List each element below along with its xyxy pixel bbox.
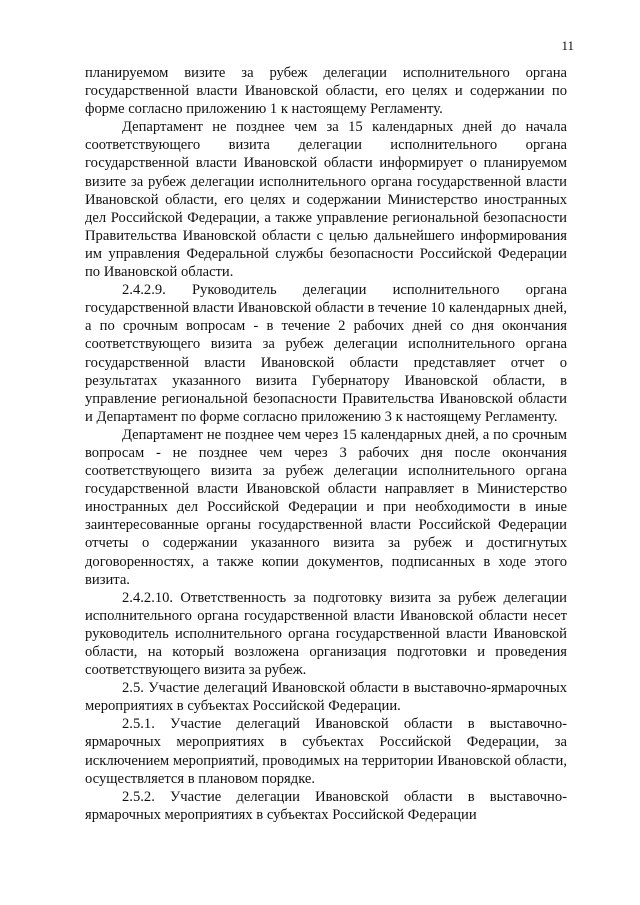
paragraph-continuation: планируемом визите за рубеж делегации исполнительного органа государственной власти Ивановской области, его целях и содержании по форме согласно приложению 1 к настоящему Регламенту.	[85, 65, 567, 118]
page-number: 11	[561, 38, 574, 53]
paragraph-department-notification: Департамент не позднее чем за 15 календарных дней до начала соответствующего визита делегации исполнительного органа государственной власти Ивановской области информирует о планируемом визите за рубеж делегации исполнительного органа государственной власти Ивановской области, его целях и содержании Министерство иностранных дел Российской Федерации, а также управление региональной безопасности Правительства Ивановской области с целью дальнейшего информирования им управления Федеральной службы безопасности Российской Федерации по Ивановской области.	[85, 119, 567, 281]
paragraph-2-4-2-9: 2.4.2.9. Руководитель делегации исполнительного органа государственной власти Ивановской области в течение 10 календарных дней, а по срочным вопросам - в течение 2 рабочих дней со дня окончания соответствующего визита за рубеж делегации исполнительного органа государственной власти Ивановской области представляет отчет о результатах указанного визита Губернатору Ивановской области, в управление региональной безопасности Правительства Ивановской области и Департамент по форме согласно приложению 3 к настоящему Регламенту.	[85, 282, 567, 425]
document-body	[85, 64, 567, 824]
paragraph-2-5-1: 2.5.1. Участие делегаций Ивановской области в выставочно-ярмарочных мероприятиях в субъектах Российской Федерации, за исключением мероприятий, проводимых на территории Ивановской области, осуществляется в плановом порядке.	[85, 716, 567, 787]
paragraph-2-5-2: 2.5.2. Участие делегации Ивановской области в выставочно-ярмарочных мероприятиях в субъектах Российской Федерации	[85, 788, 567, 823]
paragraph-department-report: Департамент не позднее чем через 15 календарных дней, а по срочным вопросам - не позднее чем через 3 рабочих дня после окончания соответствующего визита за рубеж делегации исполнительного органа государственной власти Ивановской области направляет в Министерство иностранных дел Российской Федерации и при необходимости в иные заинтересованные органы государственной власти Российской Федерации отчеты о содержании указанного визита за рубеж и достигнутых договоренностях, а также копии документов, подписанных в ходе этого визита.	[85, 426, 567, 588]
paragraph-2-5: 2.5. Участие делегаций Ивановской области в выставочно-ярмарочных мероприятиях в субъектах Российской Федерации.	[85, 680, 567, 715]
paragraph-2-4-2-10: 2.4.2.10. Ответственность за подготовку визита за рубеж делегации исполнительного органа государственной власти Ивановской области несет руководитель исполнительного органа государственной власти Ивановской области, на который возложена организация подготовки и проведения соответствующего визита за рубеж.	[85, 589, 567, 679]
